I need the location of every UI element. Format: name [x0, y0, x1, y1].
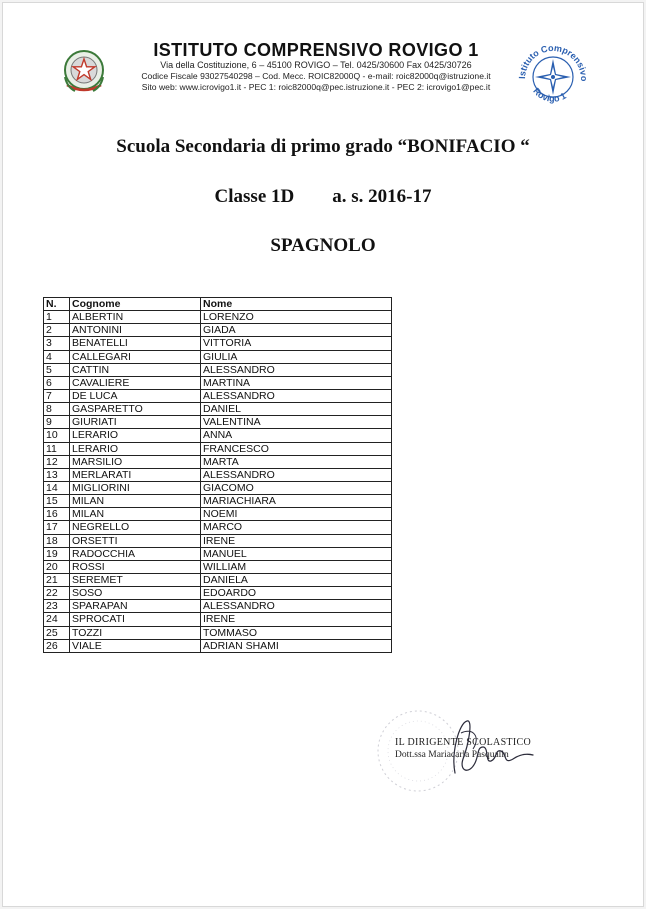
row-surname: VIALE	[70, 639, 201, 652]
row-number: 21	[44, 573, 70, 586]
row-surname: TOZZI	[70, 626, 201, 639]
class-year-line	[3, 186, 643, 208]
row-number: 2	[44, 324, 70, 337]
row-number: 14	[44, 481, 70, 494]
table-row	[44, 376, 392, 389]
row-first-name: FRANCESCO	[201, 442, 392, 455]
row-number: 23	[44, 600, 70, 613]
row-first-name: DANIELA	[201, 573, 392, 586]
row-surname: ORSETTI	[70, 534, 201, 547]
row-first-name: VITTORIA	[201, 337, 392, 350]
row-surname: DE LUCA	[70, 389, 201, 402]
address-line: Via della Costituzione, 6 – 45100 ROVIGO – Tel. 0425/30600 Fax 0425/30726	[160, 60, 472, 70]
row-number: 13	[44, 468, 70, 481]
table-row	[44, 324, 392, 337]
table-row	[44, 350, 392, 363]
row-first-name: VALENTINA	[201, 416, 392, 429]
republic-emblem-icon	[61, 47, 107, 97]
row-first-name: LORENZO	[201, 311, 392, 324]
handwritten-signature-icon	[433, 713, 543, 783]
table-row	[44, 495, 392, 508]
row-number: 10	[44, 429, 70, 442]
row-first-name: ALESSANDRO	[201, 363, 392, 376]
row-number: 4	[44, 350, 70, 363]
table-row	[44, 587, 392, 600]
row-surname: CALLEGARI	[70, 350, 201, 363]
row-surname: ANTONINI	[70, 324, 201, 337]
row-surname: SPROCATI	[70, 613, 201, 626]
header-surname: Cognome	[70, 298, 201, 311]
table-row	[44, 442, 392, 455]
table-header-row	[44, 298, 392, 311]
row-first-name: NOEMI	[201, 508, 392, 521]
row-number: 18	[44, 534, 70, 547]
letterhead	[121, 40, 511, 93]
row-number: 6	[44, 376, 70, 389]
row-surname: MARSILIO	[70, 455, 201, 468]
row-number: 26	[44, 639, 70, 652]
row-first-name: ADRIAN SHAMI	[201, 639, 392, 652]
document-page	[2, 2, 644, 907]
table-row	[44, 560, 392, 573]
table-row	[44, 468, 392, 481]
svg-text:Rovigo 1	[531, 86, 567, 104]
row-first-name: MARTA	[201, 455, 392, 468]
school-title: Scuola Secondaria di primo grado “BONIFACIO “	[116, 136, 530, 157]
row-number: 17	[44, 521, 70, 534]
table-row	[44, 613, 392, 626]
row-number: 12	[44, 455, 70, 468]
row-number: 5	[44, 363, 70, 376]
school-logo-icon	[513, 39, 593, 109]
table-row	[44, 337, 392, 350]
row-number: 3	[44, 337, 70, 350]
row-first-name: ANNA	[201, 429, 392, 442]
row-number: 1	[44, 311, 70, 324]
codes-line: Codice Fiscale 93027540298 – Cod. Mecc. ROIC82000Q - e-mail: roic82000q@istruzione.it	[141, 71, 491, 81]
signature-title: IL DIRIGENTE SCOLASTICO	[395, 737, 531, 748]
row-number: 22	[44, 587, 70, 600]
table-row	[44, 508, 392, 521]
row-first-name: EDOARDO	[201, 587, 392, 600]
row-surname: GIURIATI	[70, 416, 201, 429]
row-first-name: GIADA	[201, 324, 392, 337]
row-number: 25	[44, 626, 70, 639]
row-surname: ROSSI	[70, 560, 201, 573]
row-first-name: WILLIAM	[201, 560, 392, 573]
row-surname: NEGRELLO	[70, 521, 201, 534]
row-first-name: MARIACHIARA	[201, 495, 392, 508]
row-number: 20	[44, 560, 70, 573]
subject-title: SPAGNOLO	[270, 235, 376, 256]
row-first-name: IRENE	[201, 613, 392, 626]
row-surname: SPARAPAN	[70, 600, 201, 613]
row-first-name: GIULIA	[201, 350, 392, 363]
row-surname: LERARIO	[70, 442, 201, 455]
table-row	[44, 521, 392, 534]
row-surname: CATTIN	[70, 363, 201, 376]
row-first-name: ALESSANDRO	[201, 600, 392, 613]
row-first-name: TOMMASO	[201, 626, 392, 639]
row-surname: MERLARATI	[70, 468, 201, 481]
table-body	[44, 311, 392, 653]
table-row	[44, 639, 392, 652]
row-first-name: DANIEL	[201, 403, 392, 416]
class-label: Classe 1D	[214, 186, 295, 207]
row-number: 16	[44, 508, 70, 521]
web-line: Sito web: www.icrovigo1.it - PEC 1: roic82000q@pec.istruzione.it - PEC 2: icrovigo1@pec.it	[141, 82, 491, 92]
table-row	[44, 626, 392, 639]
institution-name: ISTITUTO COMPRENSIVO ROVIGO 1	[153, 40, 479, 60]
table-row	[44, 311, 392, 324]
row-surname: LERARIO	[70, 429, 201, 442]
school-year-label: a. s. 2016-17	[332, 186, 432, 207]
row-number: 9	[44, 416, 70, 429]
row-surname: ALBERTIN	[70, 311, 201, 324]
header-number: N.	[44, 298, 70, 311]
row-first-name: ALESSANDRO	[201, 389, 392, 402]
signature-name: Dott.ssa Mariacarla Pasqualin	[395, 750, 509, 760]
row-surname: GASPARETTO	[70, 403, 201, 416]
logo-text-bottom: Rovigo 1	[531, 85, 568, 104]
signature-block	[363, 703, 603, 803]
row-surname: MIGLIORINI	[70, 481, 201, 494]
row-surname: RADOCCHIA	[70, 547, 201, 560]
table-row	[44, 363, 392, 376]
row-number: 15	[44, 495, 70, 508]
row-surname: SOSO	[70, 587, 201, 600]
row-first-name: IRENE	[201, 534, 392, 547]
row-surname: SEREMET	[70, 573, 201, 586]
row-first-name: MARTINA	[201, 376, 392, 389]
row-surname: BENATELLI	[70, 337, 201, 350]
row-surname: CAVALIERE	[70, 376, 201, 389]
row-number: 7	[44, 389, 70, 402]
table-row	[44, 416, 392, 429]
row-first-name: ALESSANDRO	[201, 468, 392, 481]
row-surname: MILAN	[70, 495, 201, 508]
row-number: 11	[44, 442, 70, 455]
table-row	[44, 455, 392, 468]
table-row	[44, 534, 392, 547]
table-row	[44, 403, 392, 416]
row-number: 8	[44, 403, 70, 416]
table-row	[44, 389, 392, 402]
table-row	[44, 481, 392, 494]
student-roster-table	[43, 297, 392, 653]
row-first-name: MARCO	[201, 521, 392, 534]
row-surname: MILAN	[70, 508, 201, 521]
table-row	[44, 600, 392, 613]
table-row	[44, 547, 392, 560]
logo-text-top: Istituto Comprensivo	[516, 42, 590, 82]
row-number: 24	[44, 613, 70, 626]
row-first-name: GIACOMO	[201, 481, 392, 494]
header-first-name: Nome	[201, 298, 392, 311]
table-row	[44, 573, 392, 586]
row-number: 19	[44, 547, 70, 560]
table-row	[44, 429, 392, 442]
row-first-name: MANUEL	[201, 547, 392, 560]
